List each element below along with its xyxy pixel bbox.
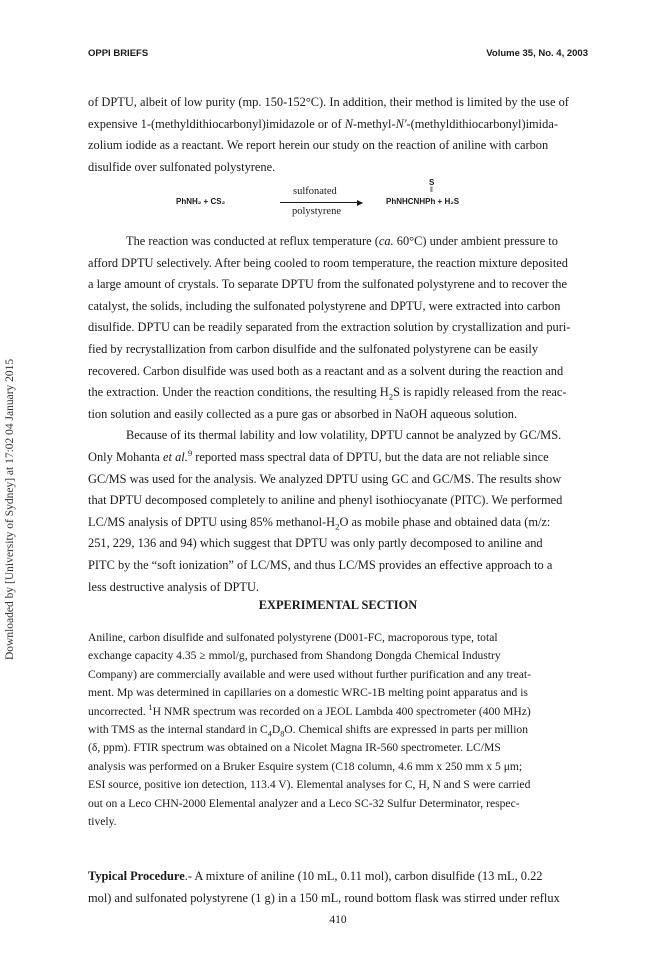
text: that DPTU decomposed completely to aniline and phenyl isothiocyanate (PITC). We performed (88, 493, 563, 508)
text: less destructive analysis of DPTU. (88, 579, 260, 594)
text-line (88, 231, 588, 253)
text-line (88, 447, 588, 469)
text: The reaction was conducted at reflux temperature ( (126, 234, 379, 248)
text-line (88, 296, 588, 318)
journal-section: OPPI BRIEFS (88, 48, 149, 59)
text-line (88, 647, 588, 665)
text: tively. (88, 815, 117, 829)
text: mol) and sulfonated polystyrene (1 g) in a 150 mL, round bottom flask was stirred under reflux (88, 890, 560, 905)
text: exchange capacity 4.35 ≥ mmol/g, purchased from Shandong Dongda Chemical Industry (88, 649, 501, 663)
text-line (88, 721, 588, 739)
download-watermark (2, 300, 22, 660)
text-line (88, 274, 588, 296)
text: 251, 229, 136 and 94) which suggest that DPTU was only partly decomposed to aniline and (88, 536, 543, 551)
text-line (88, 114, 588, 136)
text-italic: N (344, 116, 353, 131)
text: H NMR spectrum was recorded on a JEOL Lambda 400 spectrometer (400 MHz) (152, 704, 531, 718)
text-line (88, 866, 588, 888)
condition-top: sulfonated (293, 186, 337, 197)
reaction-scheme (88, 177, 588, 223)
text-line (88, 469, 588, 491)
text-line (88, 157, 588, 179)
text: expensive 1-(methyldithiocarbonyl)imidazole or of (88, 116, 345, 131)
text: (δ, ppm). FTIR spectrum was obtained on a Nicolet Magna IR-560 spectrometer. LC/MS (88, 741, 501, 755)
superscript: 1 (148, 702, 153, 712)
text-line (88, 92, 588, 114)
text: recovered. Carbon disulfide was used both as a reactant and as a solvent during the reaction and (88, 363, 564, 378)
text: disulfide. DPTU can be readily separated from the extraction solution by crystallization and puri- (88, 320, 571, 335)
text: out on a Leco CHN-2000 Elemental analyzer and a Leco SC-32 Sulfur Determinator, respec- (88, 796, 520, 810)
text-line (88, 512, 588, 534)
text: PITC by the “soft ionization” of LC/MS, and thus LC/MS provides an effective approach to a (88, 557, 553, 572)
volume-info: Volume 35, No. 4, 2003 (486, 48, 588, 59)
text: ESI source, positive ion detection, 113.4 V). Elemental analyses for C, H, N and S were carried (88, 778, 531, 792)
text: reported mass spectral data of DPTU, but the data are not reliable since (192, 449, 549, 464)
text: Because of its thermal lability and low volatility, DPTU cannot be analyzed by GC/MS. (126, 428, 562, 443)
text-line (88, 361, 588, 383)
text-line (88, 703, 588, 721)
text-line (88, 382, 588, 404)
text: S is rapidly released from the reac- (393, 385, 567, 400)
subscript: 8 (280, 729, 285, 739)
text: O as mobile phase and obtained data (m/z: (339, 514, 551, 529)
text: ment. Mp was determined in capillaries on a domestic WRC-1B melting point apparatus and is (88, 686, 528, 700)
subscript: 2 (335, 521, 340, 532)
text: 60°C) under ambient pressure to (393, 234, 558, 248)
text-italic: ca. (378, 234, 394, 248)
experimental-paragraph (88, 629, 588, 831)
text: D (271, 723, 281, 737)
double-bond: ‖ (430, 187, 433, 194)
text: GC/MS was used for the analysis. We analyzed DPTU using GC and GC/MS. The results show (88, 471, 562, 486)
reference-mark: 9 (187, 447, 193, 458)
text: fied by recrystallization from carbon disulfide and the sulfonated polystyrene can be easily (88, 341, 539, 356)
intro-paragraph (88, 92, 588, 178)
text: the extraction. Under the reaction conditions, the resulting H (88, 385, 389, 400)
text: catalyst, the solids, including the sulfonated polystyrene and DPTU, were extracted into carbon (88, 298, 561, 313)
condition-bottom: polystyrene (292, 206, 341, 217)
text-line (88, 739, 588, 757)
procedure-paragraph (88, 866, 588, 909)
text: Only Mohanta (88, 449, 164, 464)
text-line (88, 135, 588, 157)
text: -(methyldithiocarbonyl)imida- (406, 116, 558, 131)
text-line (88, 813, 588, 831)
text: -methyl- (352, 116, 396, 131)
text-line (88, 253, 588, 275)
text: O. Chemical shifts are expressed in parts per million (284, 723, 529, 737)
text-line (88, 629, 588, 647)
text-line (88, 317, 588, 339)
page-number: 410 (329, 914, 347, 926)
text: Aniline, carbon disulfide and sulfonated polystyrene (D001-FC, macroporous type, total (88, 631, 498, 644)
text: LC/MS analysis of DPTU using 85% methanol-H (88, 514, 336, 529)
subscript: 4 (267, 729, 272, 739)
text-line (88, 533, 588, 555)
text: uncorrected. (88, 704, 149, 718)
text-line (88, 425, 588, 447)
results-paragraph (88, 231, 588, 598)
text-line (88, 339, 588, 361)
text: zolium iodide as a reactant. We report herein our study on the reaction of aniline with carbon (88, 138, 549, 153)
section-heading: EXPERIMENTAL SECTION (258, 598, 418, 612)
text-line (88, 758, 588, 776)
text-line (88, 776, 588, 794)
running-header (88, 48, 588, 59)
products: PhNHCNHPh + H₂S (386, 197, 460, 206)
text-line (88, 404, 588, 426)
download-note: Downloaded by [University of Sydney] at 17:02 04 January 2015 (4, 358, 16, 660)
text: a large amount of crystals. To separate DPTU from the sulfonated polystyrene and to recover the (88, 277, 568, 292)
text: .- A mixture of aniline (10 mL, 0.11 mol), carbon disulfide (13 mL, 0.22 (184, 869, 543, 883)
text-italic: et al. (163, 449, 188, 464)
text-line (88, 666, 588, 684)
subscript: 2 (388, 391, 394, 402)
text: disulfide over sulfonated polystyrene. (88, 159, 276, 174)
text-line (88, 888, 588, 910)
text-line (88, 577, 588, 599)
text: with TMS as the internal standard in C (88, 723, 268, 737)
thione-sulfur: S (429, 178, 435, 187)
reactants: PhNH₂ + CS₂ (176, 197, 226, 206)
reaction-arrow (280, 202, 362, 203)
text: Company) are commercially available and were used without further purification and any treat- (88, 667, 531, 681)
text: tion solution and easily collected as a pure gas or absorbed in NaOH aqueous solution. (88, 406, 518, 421)
procedure-label: Typical Procedure (88, 869, 185, 883)
text: afford DPTU selectively. After being cooled to room temperature, the reaction mixture deposited (88, 255, 568, 270)
text-line (88, 684, 588, 702)
text-line (88, 555, 588, 577)
text: of DPTU, albeit of low purity (mp. 150-152°C). In addition, their method is limited by the use of (88, 95, 569, 109)
text: analysis was performed on a Bruker Esquire system (C18 column, 4.6 mm x 250 mm x 5 μm; (88, 759, 523, 773)
text-line (88, 795, 588, 813)
text-italic: N' (395, 116, 407, 131)
text-line (88, 490, 588, 512)
